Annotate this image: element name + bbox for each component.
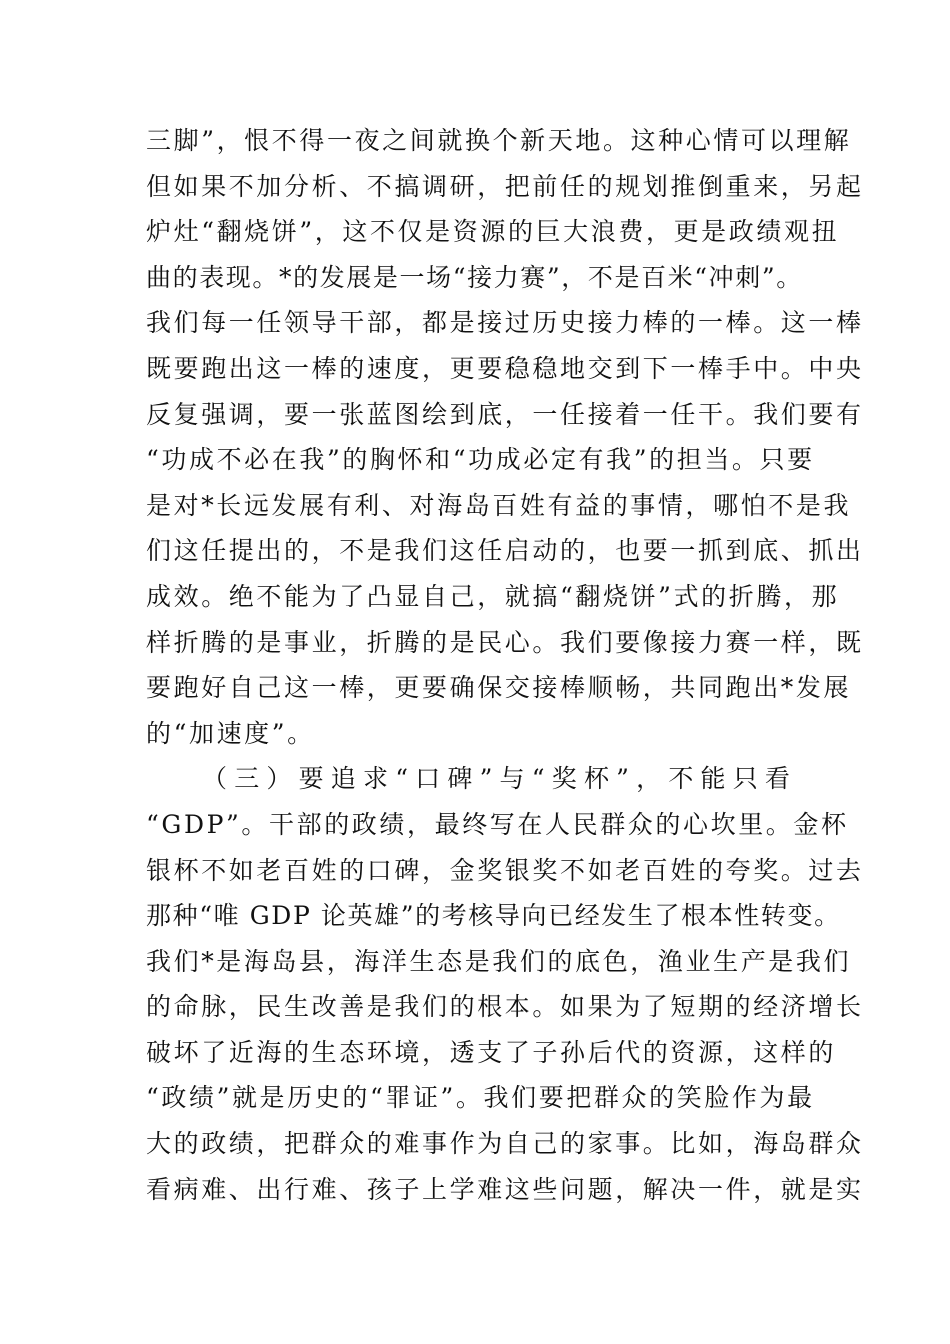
text-line: 我们*是海岛县，海洋生态是我们的底色，渔业生产是我们	[146, 946, 852, 976]
text-line: “政绩”就是历史的“罪证”。我们要把群众的笑脸作为最	[146, 1083, 815, 1113]
text-line: 的“加速度”。	[146, 718, 315, 748]
text-line: “GDP”。干部的政绩，最终写在人民群众的心坎里。金杯	[146, 809, 849, 839]
text-line: 曲的表现。*的发展是一场“接力赛”，不是百米“冲刺”。	[146, 262, 803, 292]
text-line: 既要跑出这一棒的速度，更要稳稳地交到下一棒手中。中央	[146, 353, 864, 383]
text-line: 三脚”，恨不得一夜之间就换个新天地。这种心情可以理解	[146, 126, 852, 155]
text-line: 的命脉，民生改善是我们的根本。如果为了短期的经济增长	[146, 992, 864, 1022]
text-line: 们这任提出的，不是我们这任启动的，也要一抓到底、抓出	[146, 536, 864, 566]
text-line: 反复强调，要一张蓝图绘到底，一任接着一任干。我们要有	[146, 399, 864, 429]
text-line: 银杯不如老百姓的口碑，金奖银奖不如老百姓的夸奖。过去	[146, 855, 864, 885]
text-line: 是对*长远发展有利、对海岛百姓有益的事情，哪怕不是我	[146, 490, 852, 520]
text-line: 成效。绝不能为了凸显自己，就搞“翻烧饼”式的折腾，那	[146, 581, 840, 611]
text-line: 炉灶“翻烧饼”，这不仅是资源的巨大浪费，更是政绩观扭	[146, 217, 840, 247]
text-line: 那种“唯 GDP 论英雄”的考核导向已经发生了根本性转变。	[146, 901, 841, 931]
text-line: “功成不必在我”的胸怀和“功成必定有我”的担当。只要	[146, 445, 815, 475]
section-heading-line: （三）要追求“口碑”与“奖杯”，不能只看	[202, 764, 798, 794]
text-line: 要跑好自己这一棒，更要确保交接棒顺畅，共同跑出*发展	[146, 673, 852, 703]
text-line: 破坏了近海的生态环境，透支了子孙后代的资源，这样的	[146, 1037, 837, 1067]
text-line: 但如果不加分析、不搞调研，把前任的规划推倒重来，另起	[146, 171, 864, 201]
body-text	[146, 118, 864, 1212]
text-line: 我们每一任领导干部，都是接过历史接力棒的一棒。这一棒	[146, 308, 864, 338]
text-line: 大的政绩，把群众的难事作为自己的家事。比如，海岛群众	[146, 1129, 864, 1159]
text-line: 看病难、出行难、孩子上学难这些问题，解决一件，就是实	[146, 1174, 864, 1204]
text-line: 样折腾的是事业，折腾的是民心。我们要像接力赛一样，既	[146, 627, 864, 657]
